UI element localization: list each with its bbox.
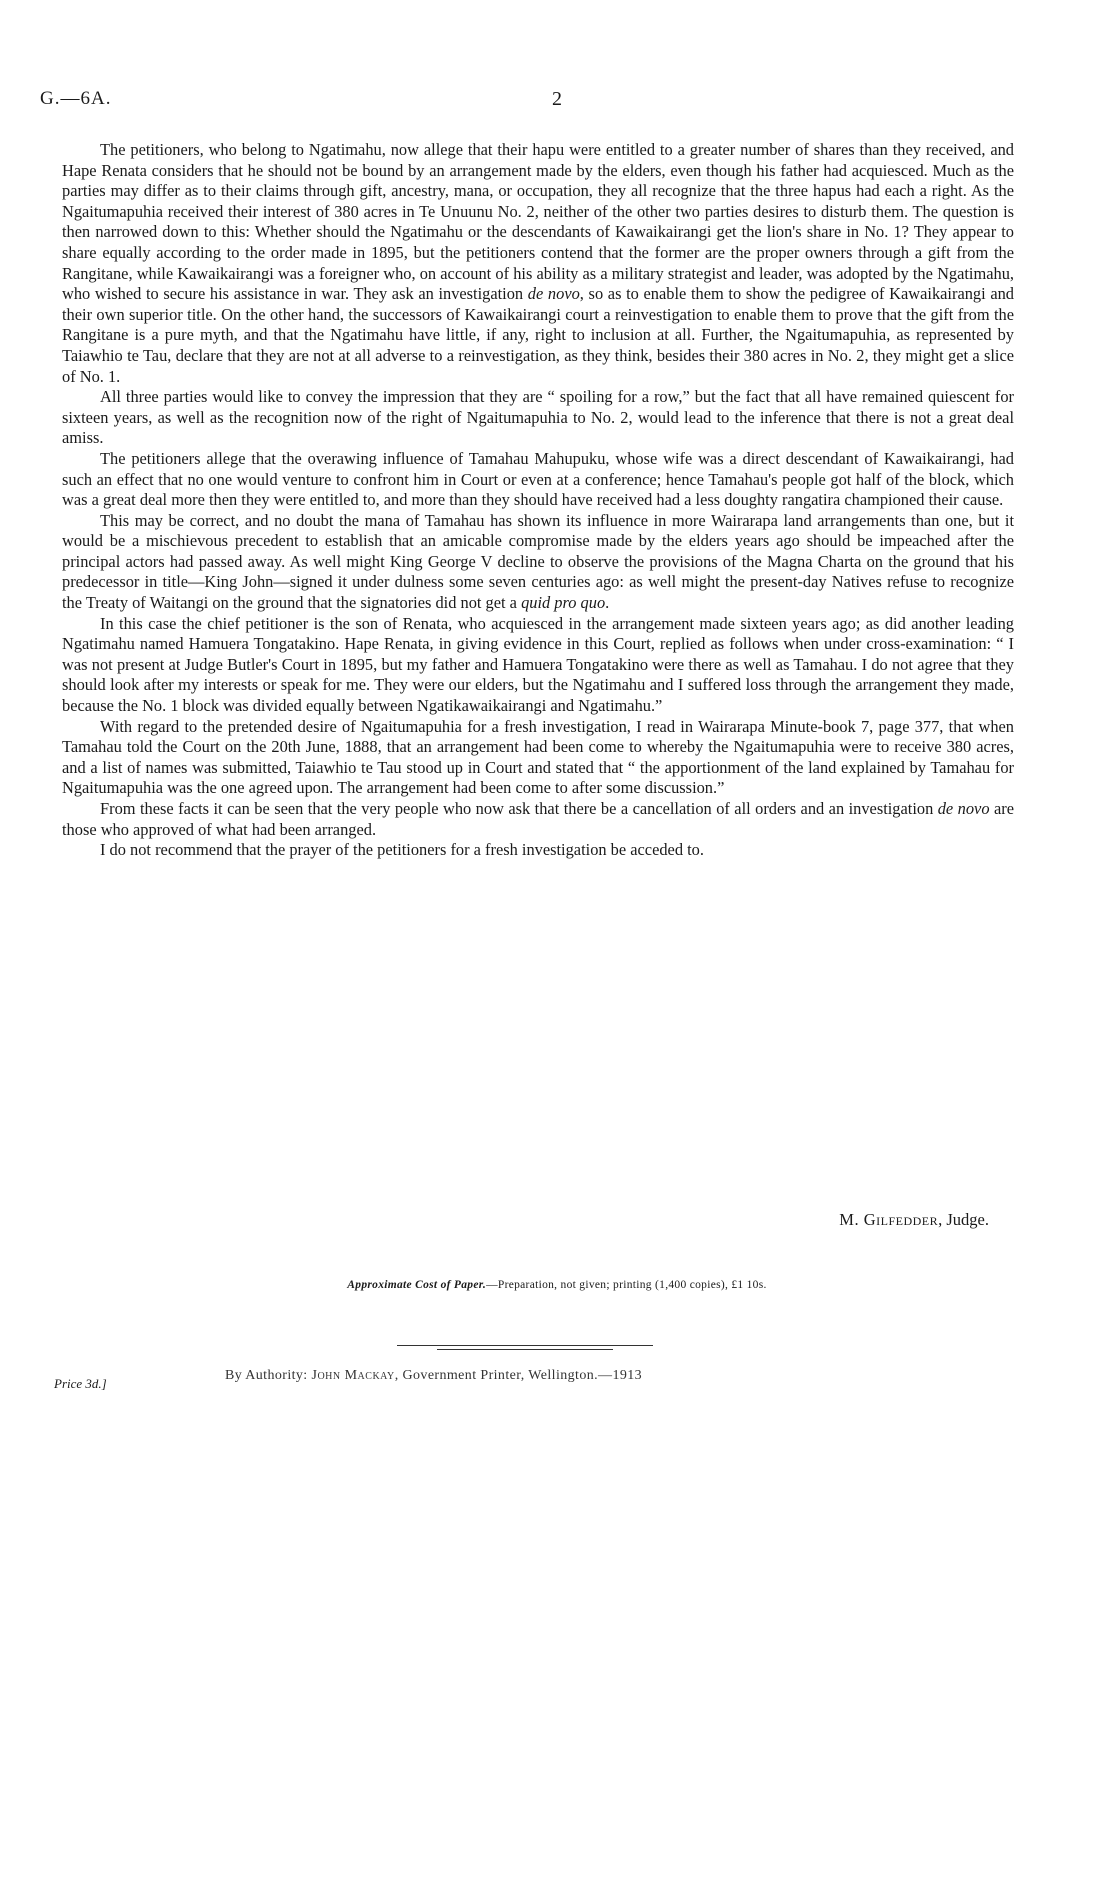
price-label: Price 3d.] xyxy=(54,1376,107,1391)
divider xyxy=(437,1349,613,1350)
paragraph: All three parties would like to convey the impression that they are “ spoiling for a row,” but the fact that all have remained quiescent for sixteen years, as well as the recognition now of the right of Ngaitumapuhia to No. 2, would lead to the inference that there is not a great deal amiss. xyxy=(62,387,1014,448)
paragraph: In this case the chief petitioner is the son of Renata, who acquiesced in the arrangement made sixteen years ago; as did another leading Ngatimahu named Hamuera Tongatakino. Hape Renata, in giving evidence in this Court, replied as follows when under cross-examination: “ I was not present at Judge Butler's Court in 1895, but my father and Hamuera Tongatakino were there as well as Tamahau. I do not agree that they should look after my interests or speak for me. They were our elders, but the Ngatimahu and I suffered loss through the arrangement they made, because the No. 1 block was divided equally between Ngatikawaikairangi and Ngatimahu.” xyxy=(62,613,1014,716)
cost-label: Approximate Cost of Paper. xyxy=(347,1279,487,1291)
paragraph: The petitioners, who belong to Ngatimahu, now allege that their hapu were entitled to a greater number of shares than they received, and Hape Renata considers that he should not be bound by an arrangement made by the elders, even though his father had acquiesced. Much as the parties may differ as to their claims through gift, ancestry, mana, or occupation, they all recognize that the three hapus had each a right. As the Ngaitumapuhia received their interest of 380 acres in Te Unuunu No. 2, neither of the other two parties desires to disturb them. The question is then narrowed down to this: Whether should the Ngatimahu or the descendants of Kawaikairangi get the lion's share in No. 1? They appear to share equally according to the order made in 1895, but the petitioners contend that the former are the proper owners through a gift from the Rangitane, while Kawaikairangi was a foreigner who, on account of his ability as a military strategist and leader, was adopted by the Ngatimahu, who wished to secure his assistance in war. They ask an investigation de novo, so as to enable them to show the pedigree of Kawaikairangi and their own superior title. On the other hand, the successors of Kawaikairangi court a reinvestigation to enable them to prove that the gift from the Rangitane is a pure myth, and that the Ngatimahu have little, if any, right to inclusion at all. Further, the Ngaitumapuhia, as represented by Taiawhio te Tau, declare that they are not at all adverse to a reinvestigation, as they think, besides their 380 acres in No. 2, they might get a slice of No. 1. xyxy=(62,140,1014,386)
signature-name: M. Gilfedder xyxy=(839,1210,939,1229)
cost-of-paper-note xyxy=(0,1279,1114,1291)
document-reference: G.—6A. xyxy=(40,88,112,109)
paragraph: I do not recommend that the prayer of the petitioners for a fresh investigation be acceded to. xyxy=(100,840,704,860)
printer-imprint xyxy=(225,1368,642,1384)
divider xyxy=(397,1345,653,1346)
signature-title: , Judge. xyxy=(938,1210,989,1229)
document-body xyxy=(62,140,1014,861)
cost-text: —Preparation, not given; printing (1,400 copies), £1 10s. xyxy=(486,1279,767,1291)
page-number: 2 xyxy=(552,88,562,110)
paragraph: This may be correct, and no doubt the mana of Tamahau has shown its influence in more Wairarapa land arrangements than one, but it would be a mischievous precedent to establish that an amicable compromise made by the elders years ago should be impeached after the principal actors had passed away. As well might King George V decline to observe the provisions of the Magna Charta on the ground that his predecessor in title—King John—signed it under dulness some seven centuries ago: as well might the present-day Natives refuse to recognize the Treaty of Waitangi on the ground that the signatories did not get a quid pro quo. xyxy=(62,510,1014,613)
signature xyxy=(839,1210,989,1230)
authority-suffix: , Government Printer, Wellington.—1913 xyxy=(394,1368,643,1383)
paragraph: From these facts it can be seen that the very people who now ask that there be a cancellation of all orders and an investigation de novo are those who approved of what had been arranged. xyxy=(62,799,1014,839)
paragraph: The petitioners allege that the overawing influence of Tamahau Mahupuku, whose wife was a direct descendant of Kawaikairangi, had such an effect that no one would venture to confront him in Court or even at a conference; hence Tamahau's people got half of the block, which was a great deal more then they were entitled to, and more than they should have received had a less doughty rangatira championed their cause. xyxy=(62,448,1014,510)
page-header xyxy=(40,88,1074,118)
paragraph: With regard to the pretended desire of Ngaitumapuhia for a fresh investigation, I read in Wairarapa Minute-book 7, page 377, that when Tamahau told the Court on the 20th June, 1888, that an arrangement had been come to whereby the Ngaitumapuhia were to receive 380 acres, and a list of names was submitted, Taiawhio te Tau stood up in Court and stated that “ the apportionment of the land explained by Tamahau for Ngaitumapuhia was the one agreed upon. The arrangement had been come to after some discussion.” xyxy=(62,716,1014,798)
printer-name: John Mackay xyxy=(311,1368,395,1383)
authority-prefix: By Authority: xyxy=(225,1368,312,1383)
